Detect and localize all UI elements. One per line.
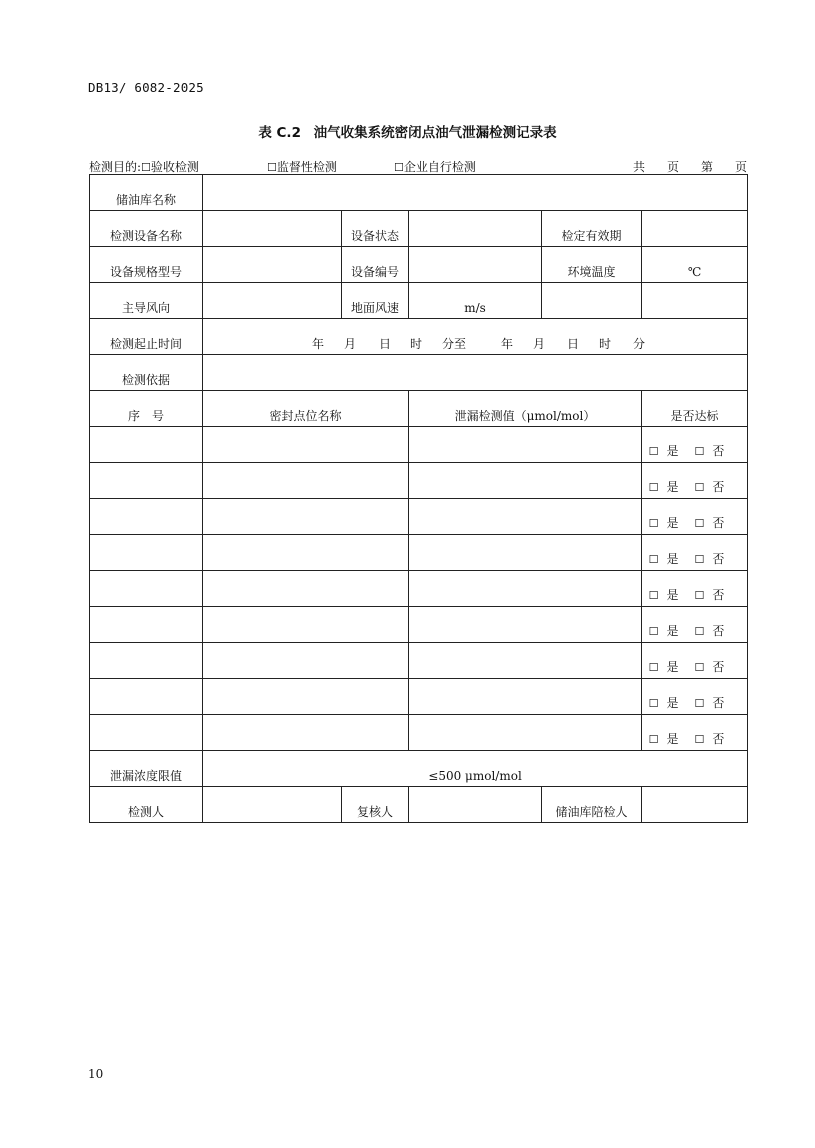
no-option[interactable] [695, 444, 733, 458]
no-option[interactable] [695, 588, 733, 602]
checkbox-icon[interactable]: ☐ [694, 625, 705, 638]
leak-value-cell[interactable] [409, 499, 642, 535]
period-unit: 年 [501, 337, 514, 351]
yes-option[interactable] [649, 516, 687, 530]
column-header-seq: 序 号 [90, 391, 203, 427]
no-label: 否 [712, 732, 725, 746]
storage-name-field[interactable] [203, 175, 748, 211]
no-label: 否 [712, 552, 725, 566]
checkbox-icon[interactable]: ☐ [648, 625, 659, 638]
leak-value-cell[interactable] [409, 427, 642, 463]
row-limit [90, 751, 748, 787]
point-name-cell[interactable] [203, 715, 409, 751]
spec-model-label: 设备规格型号 [90, 247, 203, 283]
checkbox-icon[interactable]: ☐ [648, 481, 659, 494]
no-option[interactable] [695, 624, 733, 638]
checkbox-icon[interactable]: ☐ [694, 553, 705, 566]
checkbox-icon[interactable]: ☐ [694, 661, 705, 674]
period-unit: 分至 [442, 337, 467, 351]
limit-label: 泄漏浓度限值 [90, 751, 203, 787]
leak-value-cell[interactable] [409, 571, 642, 607]
yes-option[interactable] [649, 588, 687, 602]
checkbox-icon[interactable]: ☐ [648, 517, 659, 530]
seq-cell[interactable] [90, 535, 203, 571]
period-unit: 分 [633, 337, 646, 351]
checkbox-icon[interactable]: ☐ [694, 697, 705, 710]
yes-label: 是 [666, 732, 679, 746]
page-count-total-suffix: 页 [666, 160, 679, 174]
no-label: 否 [712, 516, 725, 530]
compliance-cell [642, 607, 748, 643]
temp-unit: ℃ [687, 265, 702, 279]
no-option[interactable] [695, 660, 733, 674]
reviewer-field[interactable] [409, 787, 542, 823]
escort-field[interactable] [642, 787, 748, 823]
wind-direction-label: 主导风向 [90, 283, 203, 319]
checkbox-icon[interactable]: ☐ [694, 589, 705, 602]
table-number: 表 C.2 [258, 125, 301, 141]
limit-value: ≤500 μmol/mol [203, 751, 748, 787]
row-basis [90, 355, 748, 391]
seq-cell[interactable] [90, 427, 203, 463]
table-row [90, 643, 748, 679]
no-label: 否 [712, 480, 725, 494]
env-temp-label: 环境温度 [542, 247, 642, 283]
no-option[interactable] [695, 480, 733, 494]
row-storage-name [90, 175, 748, 211]
table-row [90, 571, 748, 607]
leak-value-cell[interactable] [409, 679, 642, 715]
validity-field[interactable] [642, 211, 748, 247]
row-period [90, 319, 748, 355]
table-row [90, 607, 748, 643]
escort-label: 储油库陪检人 [542, 787, 642, 823]
checkbox-icon[interactable]: ☐ [648, 445, 659, 458]
seq-cell[interactable] [90, 571, 203, 607]
compliance-cell [642, 679, 748, 715]
wind-unit: m/s [464, 301, 486, 315]
leak-value-cell[interactable] [409, 535, 642, 571]
row-wind [90, 283, 748, 319]
seq-cell[interactable] [90, 679, 203, 715]
yes-label: 是 [666, 588, 679, 602]
purpose-label: 检测目的: [89, 160, 142, 174]
no-option[interactable] [695, 516, 733, 530]
period-unit: 月 [533, 337, 546, 351]
checkbox-icon[interactable]: ☐ [694, 481, 705, 494]
wind-speed-field[interactable] [409, 283, 542, 319]
record-table [89, 174, 748, 823]
no-label: 否 [712, 444, 725, 458]
no-label: 否 [712, 696, 725, 710]
yes-label: 是 [666, 516, 679, 530]
yes-label: 是 [666, 552, 679, 566]
period-unit: 年 [312, 337, 325, 351]
device-no-field[interactable] [409, 247, 542, 283]
checkbox-icon[interactable]: ☐ [648, 553, 659, 566]
basis-label: 检测依据 [90, 355, 203, 391]
no-label: 否 [712, 624, 725, 638]
no-option[interactable] [695, 696, 733, 710]
page-count-current-prefix: 第 [700, 160, 713, 174]
device-no-label: 设备编号 [342, 247, 409, 283]
yes-label: 是 [666, 660, 679, 674]
checkbox-icon[interactable]: ☐ [141, 161, 151, 174]
column-header-leak-value: 泄漏检测值（μmol/mol） [409, 391, 642, 427]
checkbox-icon[interactable]: ☐ [648, 697, 659, 710]
standard-code: DB13/ 6082-2025 [88, 80, 204, 95]
storage-name-label: 储油库名称 [90, 175, 203, 211]
yes-label: 是 [666, 444, 679, 458]
device-name-label: 检测设备名称 [90, 211, 203, 247]
env-temp-field[interactable] [642, 247, 748, 283]
table-name: 油气收集系统密闭点油气泄漏检测记录表 [313, 125, 557, 141]
checkbox-icon[interactable]: ☐ [694, 733, 705, 746]
validity-label: 检定有效期 [542, 211, 642, 247]
leak-value-cell[interactable] [409, 463, 642, 499]
device-name-field[interactable] [203, 211, 342, 247]
basis-field[interactable] [203, 355, 748, 391]
purpose-option-label: 企业自行检测 [403, 160, 476, 174]
yes-option[interactable] [649, 480, 687, 494]
point-name-cell[interactable] [203, 463, 409, 499]
compliance-cell [642, 499, 748, 535]
device-status-field[interactable] [409, 211, 542, 247]
period-label: 检测起止时间 [90, 319, 203, 355]
inspector-field[interactable] [203, 787, 342, 823]
purpose-option-self [394, 158, 476, 175]
purpose-option-acceptance [89, 158, 199, 175]
reviewer-label: 复核人 [342, 787, 409, 823]
blank-cell [642, 283, 748, 319]
wind-speed-label: 地面风速 [342, 283, 409, 319]
leak-value-cell[interactable] [409, 607, 642, 643]
compliance-cell [642, 571, 748, 607]
purpose-option-label: 验收检测 [150, 160, 199, 174]
device-status-label: 设备状态 [342, 211, 409, 247]
yes-label: 是 [666, 624, 679, 638]
no-label: 否 [712, 588, 725, 602]
checkbox-icon[interactable]: ☐ [648, 589, 659, 602]
yes-label: 是 [666, 696, 679, 710]
point-name-cell[interactable] [203, 499, 409, 535]
purpose-option-label: 监督性检测 [276, 160, 337, 174]
table-title [0, 121, 815, 141]
compliance-cell [642, 427, 748, 463]
row-device [90, 211, 748, 247]
column-header-row [90, 391, 748, 427]
yes-option[interactable] [649, 696, 687, 710]
table-row [90, 427, 748, 463]
table-row [90, 715, 748, 751]
period-unit: 时 [410, 337, 423, 351]
point-name-cell[interactable] [203, 607, 409, 643]
checkbox-icon[interactable]: ☐ [394, 161, 404, 174]
yes-option[interactable] [649, 732, 687, 746]
checkbox-icon[interactable]: ☐ [648, 733, 659, 746]
table-row [90, 679, 748, 715]
page-count-total-prefix: 共 [632, 160, 645, 174]
point-name-cell[interactable] [203, 679, 409, 715]
yes-option[interactable] [649, 444, 687, 458]
page-number: 10 [88, 1067, 104, 1081]
yes-option[interactable] [649, 660, 687, 674]
no-option[interactable] [695, 732, 733, 746]
compliance-cell [642, 535, 748, 571]
table-row [90, 535, 748, 571]
purpose-option-supervisory [267, 158, 337, 175]
seq-cell[interactable] [90, 607, 203, 643]
seq-cell[interactable] [90, 463, 203, 499]
column-header-compliance: 是否达标 [642, 391, 748, 427]
checkbox-icon[interactable]: ☐ [694, 517, 705, 530]
row-signatures [90, 787, 748, 823]
blank-cell [542, 283, 642, 319]
wind-direction-field[interactable] [203, 283, 342, 319]
point-name-cell[interactable] [203, 643, 409, 679]
page-count-current-suffix: 页 [734, 160, 747, 174]
inspector-label: 检测人 [90, 787, 203, 823]
purpose-line [89, 158, 747, 174]
period-unit: 日 [567, 337, 580, 351]
leak-value-cell[interactable] [409, 715, 642, 751]
seq-cell[interactable] [90, 643, 203, 679]
spec-model-field[interactable] [203, 247, 342, 283]
point-name-cell[interactable] [203, 571, 409, 607]
period-unit: 日 [379, 337, 392, 351]
table-row [90, 463, 748, 499]
checkbox-icon[interactable]: ☐ [648, 661, 659, 674]
column-header-point-name: 密封点位名称 [203, 391, 409, 427]
seq-cell[interactable] [90, 499, 203, 535]
seq-cell[interactable] [90, 715, 203, 751]
period-unit: 时 [599, 337, 612, 351]
checkbox-icon[interactable]: ☐ [694, 445, 705, 458]
no-label: 否 [712, 660, 725, 674]
point-name-cell[interactable] [203, 427, 409, 463]
compliance-cell [642, 643, 748, 679]
leak-value-cell[interactable] [409, 643, 642, 679]
page-count [611, 158, 747, 175]
period-unit: 月 [344, 337, 357, 351]
yes-option[interactable] [649, 624, 687, 638]
yes-option[interactable] [649, 552, 687, 566]
data-rows [90, 427, 748, 751]
point-name-cell[interactable] [203, 535, 409, 571]
yes-label: 是 [666, 480, 679, 494]
compliance-cell [642, 715, 748, 751]
period-field[interactable] [203, 319, 748, 355]
table-row [90, 499, 748, 535]
no-option[interactable] [695, 552, 733, 566]
row-spec [90, 247, 748, 283]
checkbox-icon[interactable]: ☐ [267, 161, 277, 174]
compliance-cell [642, 463, 748, 499]
